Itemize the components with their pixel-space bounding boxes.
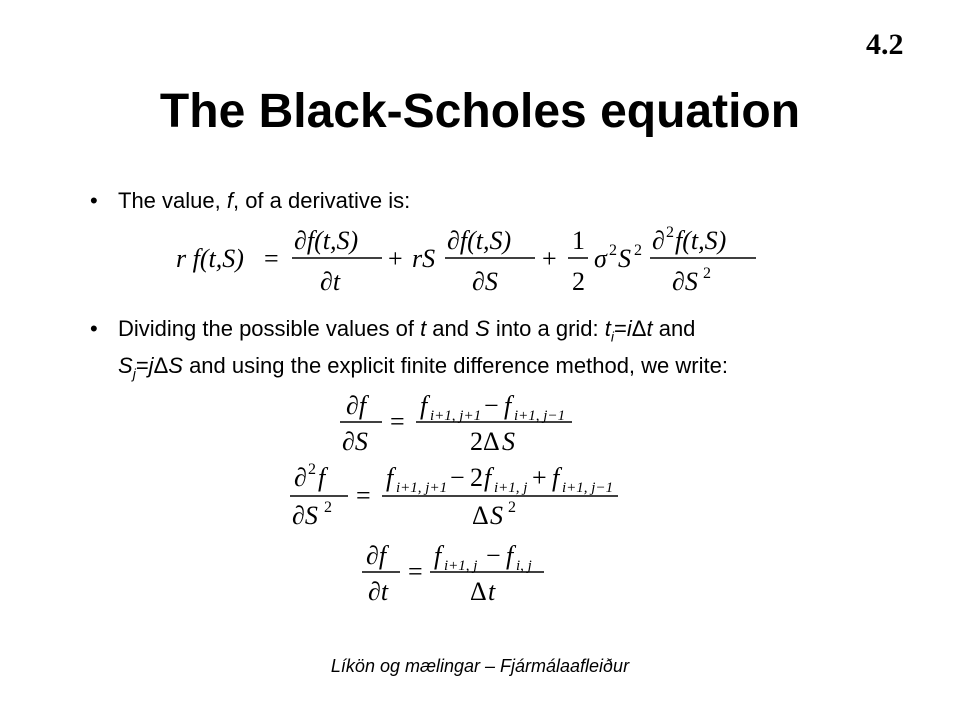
df-dS-equation [336, 392, 586, 456]
svg-text:r f(t,S): r f(t,S) [176, 244, 244, 273]
svg-text:+: + [542, 244, 557, 273]
svg-text:∂f: ∂f [366, 541, 387, 570]
svg-text:f: f [318, 463, 326, 492]
text-span: The value, [118, 188, 227, 213]
svg-text:rS: rS [412, 244, 436, 273]
svg-text:∂: ∂ [652, 226, 665, 255]
bullet-1 [90, 186, 850, 216]
text-span: Dividing the possible values of [118, 316, 421, 341]
svg-text:∂S: ∂S [342, 427, 368, 456]
svg-text:i+1, j+1: i+1, j+1 [430, 408, 482, 424]
italic-t: t [646, 316, 653, 341]
text-span: = [614, 316, 627, 341]
svg-text:2: 2 [609, 242, 617, 259]
svg-text:f: f [434, 541, 442, 570]
svg-text:i+1, j−1: i+1, j−1 [514, 408, 566, 424]
bullet-text [118, 314, 858, 389]
slide-number: 4.2 [866, 28, 904, 61]
svg-text:1: 1 [572, 226, 585, 255]
italic-f: f [226, 188, 233, 213]
svg-text:2: 2 [666, 224, 674, 241]
svg-text:+: + [532, 463, 547, 492]
italic-S: S [475, 316, 490, 341]
svg-text:i, j: i, j [516, 558, 532, 574]
svg-text:f(t,S): f(t,S) [675, 226, 727, 255]
svg-text:t: t [488, 577, 496, 606]
svg-text:2: 2 [634, 242, 642, 259]
svg-text:=: = [356, 481, 371, 510]
svg-text:∂S: ∂S [292, 501, 318, 530]
svg-text:−: − [486, 541, 501, 570]
svg-text:=: = [264, 244, 279, 273]
slide-title: The Black-Scholes equation [159, 85, 801, 138]
svg-text:f: f [552, 463, 560, 492]
svg-text:−: − [484, 391, 499, 420]
d2f-dS2-equation [286, 462, 626, 534]
italic-S: S [168, 353, 183, 379]
svg-text:i+1, j+1: i+1, j+1 [396, 480, 448, 496]
bullet-2 [90, 314, 870, 382]
italic-S: S [118, 353, 133, 379]
text-span: into a grid: [489, 316, 605, 341]
svg-text:f: f [504, 391, 512, 420]
svg-text:S: S [502, 427, 515, 456]
svg-text:∂t: ∂t [368, 577, 389, 606]
svg-text:∂t: ∂t [320, 267, 341, 296]
svg-text:S: S [490, 501, 503, 530]
svg-text:S: S [618, 244, 631, 273]
svg-text:∂f(t,S): ∂f(t,S) [294, 226, 359, 255]
svg-text:f: f [484, 463, 492, 492]
svg-text:=: = [390, 407, 405, 436]
svg-text:2: 2 [572, 267, 585, 296]
svg-text:2: 2 [324, 499, 332, 516]
svg-text:∂f(t,S): ∂f(t,S) [447, 226, 512, 255]
svg-text:+: + [388, 244, 403, 273]
svg-text:∂f: ∂f [346, 391, 367, 420]
svg-text:f: f [506, 541, 514, 570]
svg-text:2: 2 [308, 461, 316, 478]
svg-text:Δ: Δ [470, 577, 487, 606]
svg-text:=: = [408, 557, 423, 586]
svg-text:∂S: ∂S [672, 267, 698, 296]
svg-text:i+1, j: i+1, j [444, 558, 478, 574]
text-span: , of a derivative is: [232, 188, 411, 213]
svg-text:∂: ∂ [294, 463, 307, 492]
svg-text:2: 2 [703, 265, 711, 282]
italic-t: t [420, 316, 427, 341]
svg-text:∂S: ∂S [472, 267, 498, 296]
svg-text:Δ: Δ [472, 501, 489, 530]
subscript-j: j [132, 365, 136, 382]
svg-text:2Δ: 2Δ [470, 427, 500, 456]
text-span: = [135, 353, 149, 379]
svg-text:2: 2 [508, 499, 516, 516]
black-scholes-equation [172, 222, 782, 302]
svg-text:σ: σ [594, 244, 607, 273]
svg-text:−: − [450, 463, 465, 492]
bullet-marker: • [90, 188, 98, 213]
delta-symbol: Δ [631, 316, 647, 341]
bullet-text [118, 186, 838, 215]
svg-text:f: f [386, 463, 394, 492]
italic-t: t [604, 316, 611, 341]
svg-text:i+1, j: i+1, j [494, 480, 528, 496]
text-span: and [426, 316, 476, 341]
svg-text:2: 2 [470, 463, 483, 492]
svg-text:i+1, j−1: i+1, j−1 [562, 480, 614, 496]
df-dt-equation [358, 540, 558, 608]
bullet-marker: • [90, 316, 98, 341]
delta-symbol: Δ [153, 353, 169, 379]
svg-text:f: f [420, 391, 428, 420]
footer: Líkön og mælingar – Fjármálaafleiður [330, 656, 630, 676]
text-span: and using the explicit finite difference method, we write: [182, 353, 728, 379]
italic-j: j [148, 353, 154, 379]
text-span: and [652, 316, 696, 341]
subscript-i: i [610, 328, 615, 345]
italic-i: i [626, 316, 632, 341]
